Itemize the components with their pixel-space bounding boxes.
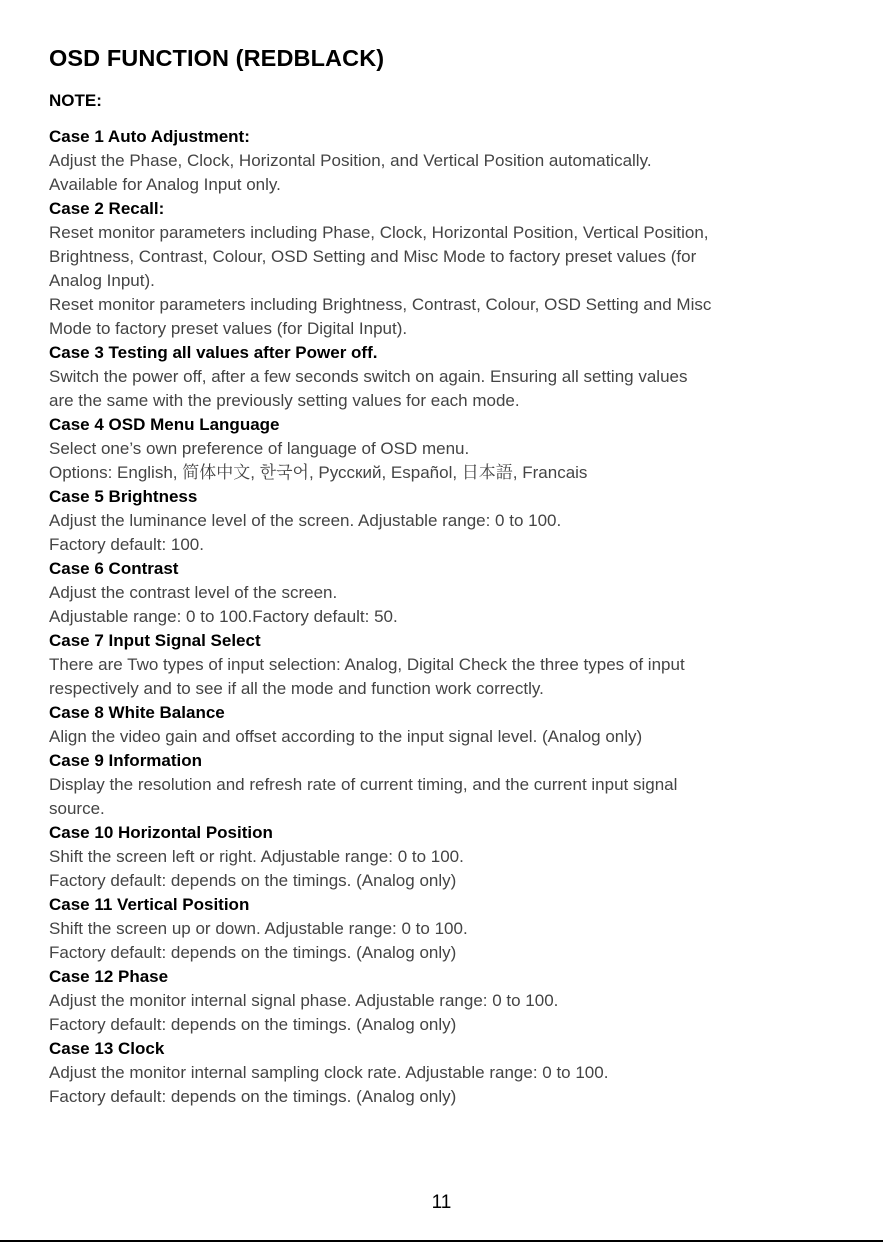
case-description-line: Display the resolution and refresh rate of current timing, and the current input signal bbox=[49, 775, 678, 794]
case-block bbox=[49, 629, 869, 701]
case-description-line: Analog Input). bbox=[49, 271, 155, 290]
page-number: 11 bbox=[431, 1192, 452, 1213]
page-title: OSD FUNCTION (REDBLACK) bbox=[49, 45, 385, 71]
case-description-line: Adjust the contrast level of the screen. bbox=[49, 583, 338, 602]
case-description-line: Adjustable range: 0 to 100.Factory default: 50. bbox=[49, 607, 398, 626]
case-description-line: Options: English, 简体中文, 한국어, Русский, Español, 日本語, Francais bbox=[49, 463, 588, 482]
case-description-line: Factory default: depends on the timings. (Analog only) bbox=[49, 1015, 457, 1034]
case-description-line: source. bbox=[49, 799, 105, 818]
case-description-line: Shift the screen left or right. Adjustable range: 0 to 100. bbox=[49, 847, 464, 866]
case-description-line: Factory default: 100. bbox=[49, 535, 204, 554]
case-description-line: Adjust the Phase, Clock, Horizontal Position, and Vertical Position automatically. bbox=[49, 151, 652, 170]
case-description-line: Reset monitor parameters including Brightness, Contrast, Colour, OSD Setting and Misc bbox=[49, 295, 712, 314]
case-description-line: Adjust the monitor internal sampling clock rate. Adjustable range: 0 to 100. bbox=[49, 1063, 609, 1082]
case-block bbox=[49, 557, 869, 629]
case-description-line: Reset monitor parameters including Phase, Clock, Horizontal Position, Vertical Position, bbox=[49, 223, 709, 242]
note-label: NOTE: bbox=[49, 91, 102, 110]
case-heading: Case 3 Testing all values after Power off. bbox=[49, 343, 378, 362]
case-description-line: Available for Analog Input only. bbox=[49, 175, 281, 194]
case-heading: Case 4 OSD Menu Language bbox=[49, 415, 280, 434]
case-heading: Case 7 Input Signal Select bbox=[49, 631, 261, 650]
case-block bbox=[49, 965, 869, 1037]
case-block bbox=[49, 341, 869, 413]
case-block bbox=[49, 701, 869, 749]
case-heading: Case 8 White Balance bbox=[49, 703, 225, 722]
case-description-line: Mode to factory preset values (for Digital Input). bbox=[49, 319, 408, 338]
case-description-line: Adjust the luminance level of the screen. Adjustable range: 0 to 100. bbox=[49, 511, 562, 530]
case-description-line: are the same with the previously setting values for each mode. bbox=[49, 391, 520, 410]
case-description-line: There are Two types of input selection: Analog, Digital Check the three types of input bbox=[49, 655, 685, 674]
case-description-line: Select one’s own preference of language of OSD menu. bbox=[49, 439, 470, 458]
case-description-line: Brightness, Contrast, Colour, OSD Setting and Misc Mode to factory preset values (for bbox=[49, 247, 697, 266]
case-description-line: respectively and to see if all the mode and function work correctly. bbox=[49, 679, 544, 698]
case-block bbox=[49, 1037, 869, 1109]
case-heading: Case 6 Contrast bbox=[49, 559, 179, 578]
case-heading: Case 11 Vertical Position bbox=[49, 895, 250, 914]
case-description-line: Factory default: depends on the timings. (Analog only) bbox=[49, 1087, 457, 1106]
case-block bbox=[49, 197, 869, 341]
case-heading: Case 13 Clock bbox=[49, 1039, 165, 1058]
case-description-line: Switch the power off, after a few seconds switch on again. Ensuring all setting values bbox=[49, 367, 688, 386]
case-heading: Case 2 Recall: bbox=[49, 199, 165, 218]
case-heading: Case 12 Phase bbox=[49, 967, 169, 986]
case-block bbox=[49, 125, 869, 197]
case-list bbox=[49, 125, 869, 1109]
case-description-line: Adjust the monitor internal signal phase. Adjustable range: 0 to 100. bbox=[49, 991, 559, 1010]
case-heading: Case 9 Information bbox=[49, 751, 203, 770]
case-description-line: Factory default: depends on the timings. (Analog only) bbox=[49, 943, 457, 962]
case-heading: Case 5 Brightness bbox=[49, 487, 198, 506]
case-block bbox=[49, 821, 869, 893]
case-block bbox=[49, 485, 869, 557]
case-description-line: Factory default: depends on the timings. (Analog only) bbox=[49, 871, 457, 890]
case-heading: Case 10 Horizontal Position bbox=[49, 823, 273, 842]
case-heading: Case 1 Auto Adjustment: bbox=[49, 127, 250, 146]
case-block bbox=[49, 749, 869, 821]
case-block bbox=[49, 893, 869, 965]
case-description-line: Shift the screen up or down. Adjustable range: 0 to 100. bbox=[49, 919, 468, 938]
document-body bbox=[49, 89, 869, 1109]
case-description-line: Align the video gain and offset according to the input signal level. (Analog only) bbox=[49, 727, 643, 746]
case-block bbox=[49, 413, 869, 485]
